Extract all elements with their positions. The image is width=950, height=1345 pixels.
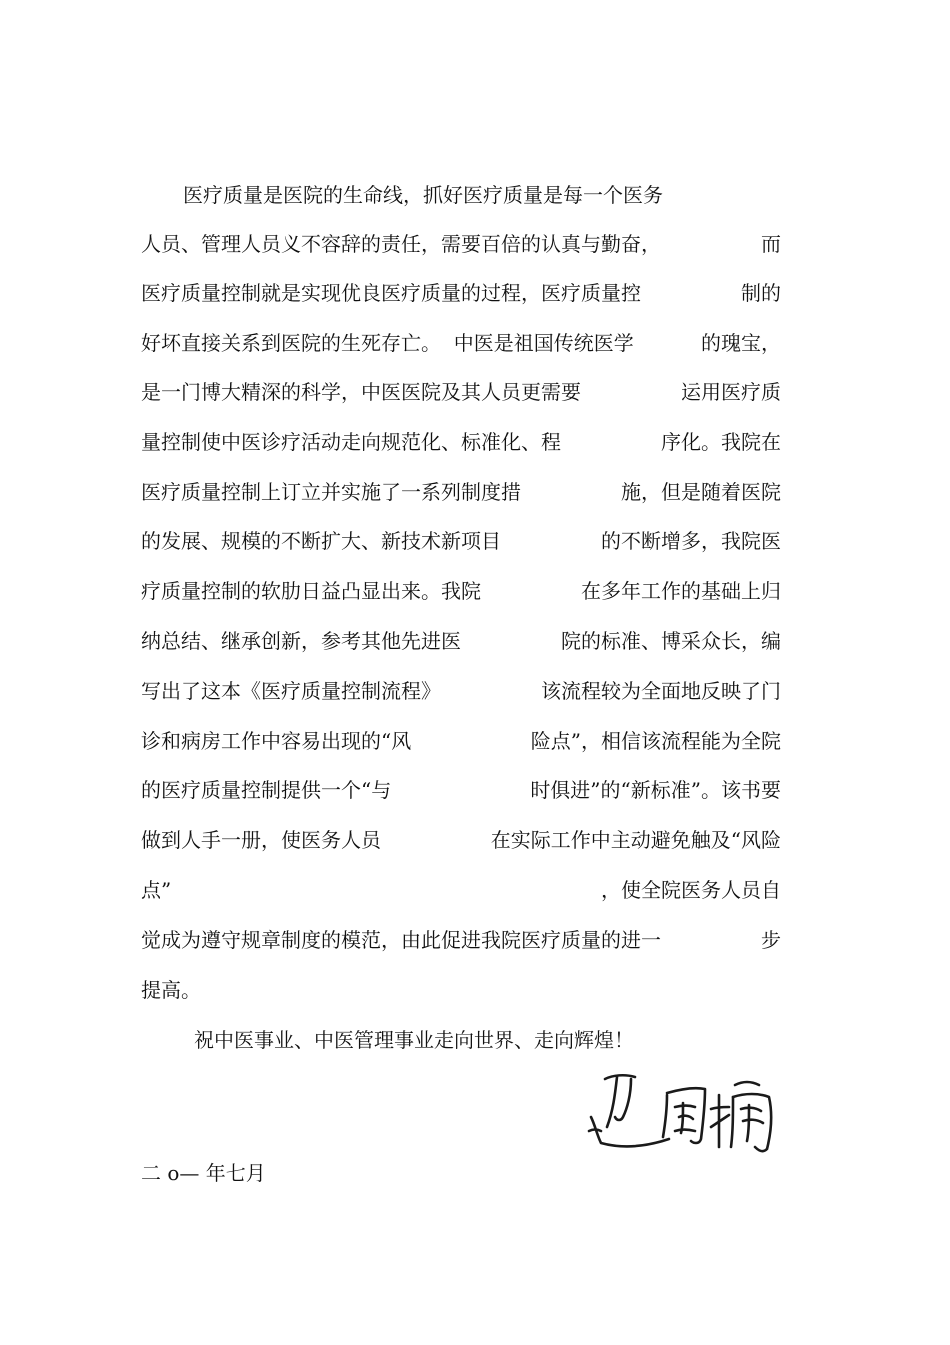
body-line-text-right: 序化。我院在 bbox=[661, 430, 781, 454]
body-line-text-right: 时俱进”的“新标准”。该书要 bbox=[530, 778, 781, 802]
body-line bbox=[141, 825, 781, 855]
body-line bbox=[141, 775, 781, 805]
body-line bbox=[141, 477, 781, 507]
body-line-text: 纳总结、继承创新，参考其他先进医 bbox=[141, 629, 461, 653]
body-line-text: 诊和病房工作中容易出现的“风 bbox=[141, 729, 412, 753]
body-line-text: 人员、管理人员义不容辞的责任，需要百倍的认真与勤奋， bbox=[141, 232, 661, 256]
body-line-text: 医疗质量控制上订立并实施了一系列制度措 bbox=[141, 480, 521, 504]
body-line-text-right: 施，但是随着医院 bbox=[621, 480, 781, 504]
body-line-text-right: 该流程较为全面地反映了门 bbox=[541, 679, 781, 703]
body-line-text: 是一门博大精深的科学，中医医院及其人员更需要 bbox=[141, 380, 581, 404]
body-line-text-right: 在实际工作中主动避免触及“风险 bbox=[490, 828, 781, 852]
body-line-text-right: 运用医疗质 bbox=[681, 380, 781, 404]
body-line-text-right: 步 bbox=[761, 928, 781, 952]
body-line-text: 医疗质量是医院的生命线，抓好医疗质量是每一个医务 bbox=[183, 183, 663, 207]
body-line-text: 做到人手一册，使医务人员 bbox=[141, 828, 381, 852]
body-line-text: 觉成为遵守规章制度的模范，由此促进我院医疗质量的进一 bbox=[141, 928, 661, 952]
body-line-text-right: 制的 bbox=[741, 281, 781, 305]
date-line: 二 o— 年七月 bbox=[141, 1161, 266, 1185]
body-line bbox=[141, 676, 781, 706]
body-line-text-right: 而 bbox=[761, 232, 781, 256]
body-line-text-right: 的瑰宝， bbox=[701, 331, 781, 355]
body-line bbox=[141, 377, 781, 407]
body-line bbox=[141, 229, 781, 259]
body-line-text-right: 的不断增多，我院医 bbox=[601, 529, 781, 553]
body-line-text: 量控制使中医诊疗活动走向规范化、标准化、程 bbox=[141, 430, 561, 454]
body-line-text-right: 在多年工作的基础上归 bbox=[581, 579, 781, 603]
body-line bbox=[141, 278, 781, 308]
body-line bbox=[141, 726, 781, 756]
body-line-text-right: 院的标准、博采众长，编 bbox=[561, 629, 781, 653]
body-line bbox=[141, 427, 781, 457]
body-line-text: 的发展、规模的不断扩大、新技术新项目 bbox=[141, 529, 501, 553]
body-line bbox=[141, 576, 781, 606]
body-line-text: 写出了这本《医疗质量控制流程》 bbox=[141, 679, 441, 703]
body-line-text-right: 险点”，相信该流程能为全院 bbox=[530, 729, 781, 753]
body-line bbox=[141, 875, 781, 905]
body-line bbox=[141, 925, 781, 955]
body-line bbox=[141, 526, 781, 556]
body-line-text: 的医疗质量控制提供一个“与 bbox=[141, 778, 392, 802]
handwritten-signature bbox=[583, 1065, 783, 1160]
body-line-text: 医疗质量控制就是实现优良医疗质量的过程，医疗质量控 bbox=[141, 281, 641, 305]
body-line bbox=[141, 975, 781, 1005]
body-line bbox=[141, 180, 781, 210]
body-line-text: 提高。 bbox=[141, 978, 201, 1002]
closing-line: 祝中医事业、中医管理事业走向世界、走向辉煌！ bbox=[194, 1028, 634, 1052]
body-line bbox=[141, 626, 781, 656]
body-line-text: 疗质量控制的软肋日益凸显出来。我院 bbox=[141, 579, 481, 603]
body-line-text: 好坏直接关系到医院的生死存亡。 中医是祖国传统医学 bbox=[141, 331, 634, 355]
body-line-text: 点” bbox=[141, 878, 172, 902]
body-line bbox=[141, 328, 781, 358]
body-line-text-right: ，使全院医务人员自 bbox=[601, 878, 781, 902]
